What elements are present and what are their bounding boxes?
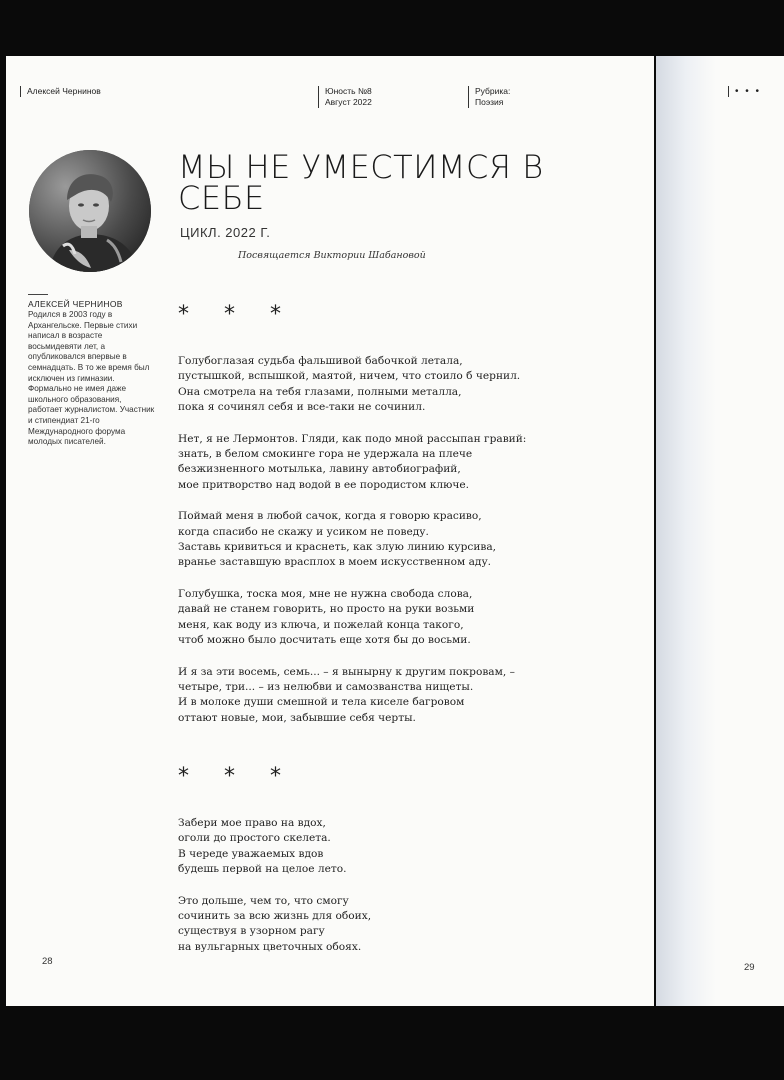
verse-line: Нет, я не Лермонтов. Гляди, как подо мной рассыпан гравий: [178, 432, 527, 445]
page-number-right: 29 [744, 962, 755, 973]
running-header-issue [318, 86, 372, 108]
verse-line: оттают новые, мои, забывшие себя черты. [178, 711, 416, 724]
verse-line: пустышкой, вспышкой, маятой, ничем, что стоило б чернил. [178, 370, 521, 383]
dedication: Посвящается Виктории Шабановой [238, 250, 426, 261]
running-header-right-marker: • • • [728, 86, 761, 97]
stanza [178, 509, 638, 571]
poem-1 [178, 354, 638, 742]
poem-cycle-title: МЫ НЕ УМЕСТИМСЯ В СЕБЕ [178, 148, 544, 217]
issue-date: Август 2022 [325, 97, 372, 107]
stanza [178, 665, 638, 727]
verse-line: безжизненного мотылька, лавину автобиографий, [178, 463, 461, 476]
verse-line: Голубушка, тоска моя, мне не нужна свобода слова, [178, 587, 473, 600]
verse-line: Это дольше, чем то, что смогу [178, 894, 349, 907]
page-left [6, 56, 654, 1006]
verse-line: чтоб можно было досчитать еще хотя бы до восьми. [178, 634, 471, 647]
cycle-subtitle: ЦИКЛ. 2022 Г. [180, 225, 271, 240]
verse-line: Она смотрела на тебя глазами, полными металла, [178, 385, 462, 398]
bio-divider [28, 294, 48, 295]
verse-line: четыре, три... – из нелюбви и самозванства нищеты. [178, 680, 474, 693]
verse-line: давай не станем говорить, но просто на руки возьми [178, 603, 475, 616]
verse-line: сочинить за всю жизнь для обоих, [178, 910, 372, 923]
verse-line: на вульгарных цветочных обоях. [178, 940, 362, 953]
author-photo [29, 150, 151, 272]
verse-line: оголи до простого скелета. [178, 832, 331, 845]
verse-line: пока я сочинял себя и все-таки не сочинил. [178, 401, 426, 414]
page-right [656, 56, 784, 1006]
verse-line: Заставь кривиться и краснеть, как злую линию курсива, [178, 541, 497, 554]
verse-line: Забери мое право на вдох, [178, 817, 326, 829]
section-separator-1: * * * [178, 302, 295, 327]
bio-name: АЛЕКСЕЙ ЧЕРНИНОВ [28, 299, 123, 309]
issue-number: Юность №8 [325, 86, 372, 96]
verse-line: Голубоглазая судьба фальшивой бабочкой летала, [178, 355, 463, 367]
verse-line: существуя в узорном рагу [178, 925, 325, 938]
author-portrait-icon [29, 150, 151, 272]
stanza [178, 354, 638, 416]
stanza [178, 432, 638, 494]
verse-line: когда спасибо не скажу и усиком не поведу. [178, 525, 429, 538]
verse-line: В череде уважаемых вдов [178, 847, 324, 860]
poem-2 [178, 816, 638, 971]
rubric-label: Рубрика: [475, 86, 511, 96]
verse-line: знать, в белом смокинге гора не удержала на плече [178, 448, 473, 461]
running-header-author: Алексей Чернинов [20, 86, 101, 97]
verse-line: мое притворство над водой в ее породистом ключе. [178, 478, 469, 491]
verse-line: меня, как воду из ключа, и пожелай конца такого, [178, 618, 464, 631]
section-separator-2: * * * [178, 764, 295, 789]
page-number-left: 28 [42, 956, 53, 967]
verse-line: И в молоке души смешной и тела киселе багровом [178, 696, 465, 709]
stanza [178, 587, 638, 649]
verse-line: вранье заставшую врасплох в моем искусственном аду. [178, 556, 492, 569]
verse-line: Поймай меня в любой сачок, когда я говорю красиво, [178, 510, 482, 523]
verse-line: будешь первой на целое лето. [178, 863, 347, 876]
rubric-value: Поэзия [475, 97, 504, 107]
bio-text: Родился в 2003 году в Архангельске. Первые стихи написал в возрасте восьмидевяти лет, а опубликовался впервые в семнадцать. В то же время был исключен из гимназии. Формально не имея даже школьного образования, работает журналистом. Участник и стипендиат 21-го Международного форума молодых писателей. [28, 310, 155, 447]
stanza [178, 816, 638, 878]
verse-line: И я за эти восемь, семь... – я вынырну к другим покровам, – [178, 665, 515, 678]
stanza [178, 894, 638, 956]
running-header-rubric [468, 86, 510, 108]
